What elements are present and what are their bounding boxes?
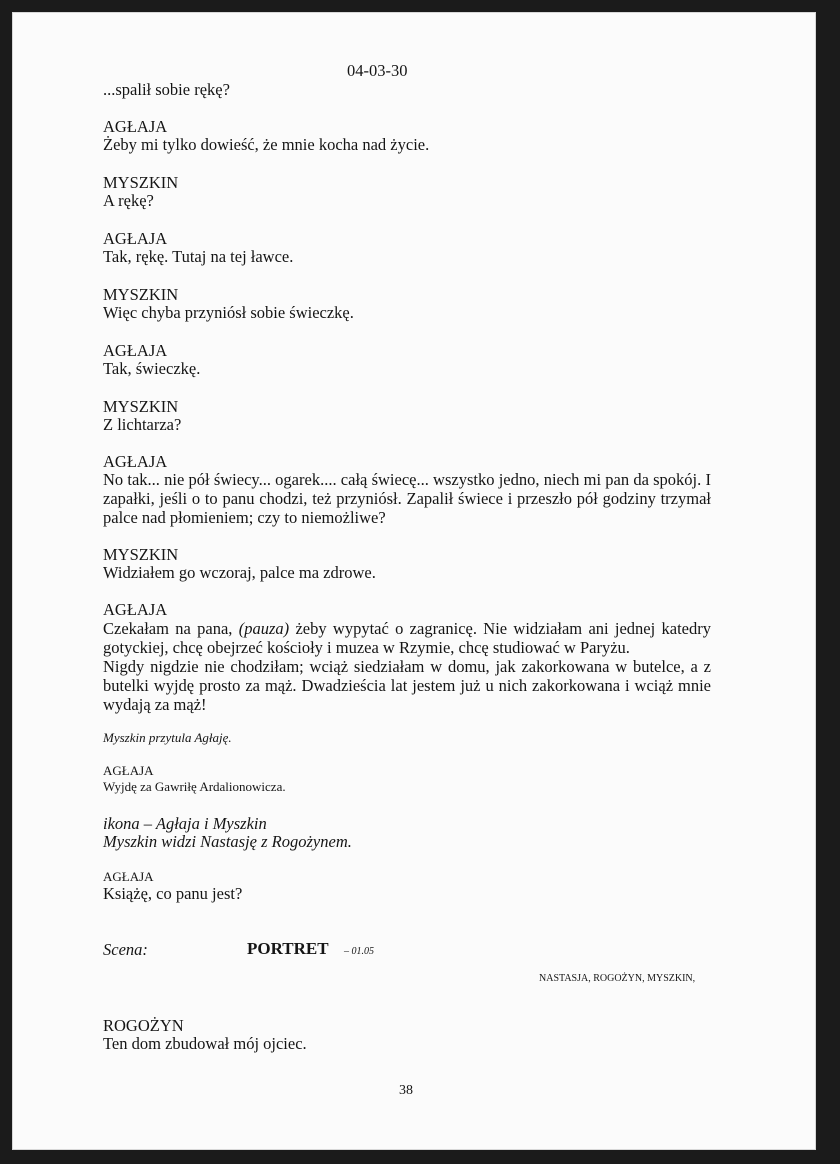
dialogue-text: Nigdy nigdzie nie chodziłam; wciąż siedziałam w domu, jak zakorkowana w butelce, a z butelki wyjdę prosto za mąż. Dwadzieścia lat jestem już u nich zakorkowana i wciąż mnie wydają za mąż!: [103, 657, 711, 714]
dialogue-line: Tak, świeczkę.: [103, 359, 201, 378]
speaker-name: MYSZKIN: [103, 173, 179, 192]
speaker-name: AGŁAJA: [103, 452, 168, 471]
dialogue-line: Tak, rękę. Tutaj na tej ławce.: [103, 247, 294, 266]
speaker-name: AGŁAJA: [103, 869, 154, 884]
dialogue-text: żeby wypytać o zagranicę. Nie widziałam ani jednej katedry gotyckiej, chcę obejrzeć kościoły i muzea w Rzymie, chcę studiować w Paryżu.: [103, 619, 711, 657]
dialogue-line: Ten dom zbudował mój ojciec.: [103, 1034, 307, 1053]
scene-title: PORTRET: [247, 939, 329, 958]
dialogue-line: Z lichtarza?: [103, 415, 182, 434]
page-number: 38: [399, 1083, 413, 1098]
dialogue-text: Czekałam na pana,: [103, 619, 233, 638]
dialogue-line: A rękę?: [103, 191, 154, 210]
dialogue-paragraph: No tak... nie pół świecy... ogarek.... całą świecę... wszystko jedno, niech mi pan da spokój. I zapałki, jeśli o to panu chodzi, też przyniósł. Zapalił świece i przeszło pół godziny trzymał palce nad płomieniem; czy to niemożliwe?: [103, 470, 711, 527]
speaker-name: AGŁAJA: [103, 341, 168, 360]
scene-label: Scena:: [103, 940, 148, 959]
speaker-name: MYSZKIN: [103, 397, 179, 416]
speaker-name: ROGOŻYN: [103, 1016, 184, 1035]
speaker-name: AGŁAJA: [103, 763, 154, 778]
script-page: [12, 12, 816, 1150]
dialogue-line: Żeby mi tylko dowieść, że mnie kocha nad życie.: [103, 135, 430, 154]
stage-direction-inline: (pauza): [238, 619, 290, 638]
speaker-name: AGŁAJA: [103, 229, 168, 248]
speaker-name: AGŁAJA: [103, 117, 168, 136]
speaker-name: AGŁAJA: [103, 600, 168, 619]
stage-direction: Myszkin przytula Agłaję.: [103, 730, 232, 745]
dialogue-line: Widziałem go wczoraj, palce ma zdrowe.: [103, 563, 376, 582]
page-date: 04-03-30: [347, 61, 408, 80]
dialogue-paragraph: [103, 619, 711, 714]
dialogue-line: ...spalił sobie rękę?: [103, 80, 230, 99]
dialogue-line: Więc chyba przyniósł sobie świeczkę.: [103, 303, 354, 322]
speaker-name: MYSZKIN: [103, 285, 179, 304]
stage-direction: ikona – Agłaja i Myszkin: [103, 814, 267, 833]
speaker-name: MYSZKIN: [103, 545, 179, 564]
dialogue-line: Wyjdę za Gawriłę Ardalionowicza.: [103, 779, 286, 794]
dialogue-line: Książę, co panu jest?: [103, 884, 243, 903]
stage-direction: Myszkin widzi Nastasję z Rogożynem.: [103, 832, 352, 851]
scene-duration: – 01.05: [344, 946, 374, 957]
scene-cast: NASTASJA, ROGOŻYN, MYSZKIN,: [539, 973, 696, 984]
